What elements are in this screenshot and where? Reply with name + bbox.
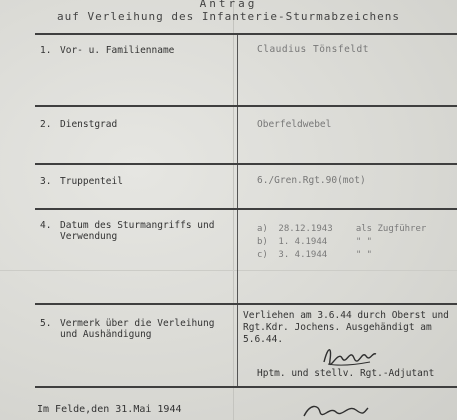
entry-date: 28.12.1943 <box>278 224 333 234</box>
field-label-name <box>40 45 174 56</box>
paper-fold-horizontal <box>0 270 457 271</box>
row-rule <box>35 163 457 165</box>
field-label-text: Datum des Sturmangriffs und <box>60 220 215 231</box>
field-number: 5. <box>40 318 52 329</box>
place-date: Im Felde,den 31.Mai 1944 <box>37 404 182 415</box>
field-value-name: Claudius Tönsfeldt <box>257 44 369 55</box>
signer-title: Hptm. und stellv. Rgt.-Adjutant <box>257 368 435 379</box>
entry-text: " " <box>355 237 373 247</box>
entry-text: als Zugführer <box>355 224 427 234</box>
entry-date: 3. 4.1944 <box>278 250 328 260</box>
remark-line: 5.6.44. <box>243 334 284 345</box>
field-number: 4. <box>40 220 52 231</box>
field-label-text: Truppenteil <box>60 176 123 187</box>
field-label-rank <box>40 119 117 130</box>
field-label-text: Verwendung <box>60 231 118 242</box>
row-rule <box>35 386 457 388</box>
entry-text: " " <box>355 250 373 260</box>
assault-entry <box>257 224 426 234</box>
entry-letter: b) <box>257 237 268 247</box>
row-rule <box>35 208 457 210</box>
row-rule <box>35 105 457 107</box>
field-label-text: und Aushändigung <box>60 329 152 340</box>
row-rule <box>35 303 457 305</box>
column-divider <box>237 33 238 388</box>
row-rule <box>35 33 457 35</box>
field-label-text: Vor- u. Familienname <box>60 45 175 56</box>
field-label-assault-date <box>40 220 214 242</box>
field-value-rank: Oberfeldwebel <box>257 119 332 130</box>
field-value-remark <box>243 310 449 346</box>
field-number: 3. <box>40 176 52 187</box>
assault-entry <box>257 237 372 247</box>
document-title: Antrag <box>199 0 258 10</box>
entry-letter: a) <box>257 224 268 234</box>
entry-date: 1. 4.1944 <box>278 237 328 247</box>
field-number: 2. <box>40 119 52 130</box>
paper-fold-vertical <box>233 0 234 420</box>
entry-letter: c) <box>257 250 268 260</box>
assault-entry <box>257 250 372 260</box>
field-label-remark <box>40 318 214 340</box>
signature-adjutant <box>318 342 378 370</box>
remark-line: Rgt.Kdr. Jochens. Ausgehändigt am <box>243 322 432 333</box>
field-value-unit: 6./Gren.Rgt.90(mot) <box>257 175 366 186</box>
document-subtitle: auf Verleihung des Infanterie-Sturmabzeichens <box>56 10 400 23</box>
field-label-text: Dienstgrad <box>60 119 118 130</box>
field-label-unit <box>40 176 123 187</box>
field-number: 1. <box>40 45 52 56</box>
signature-bottom <box>300 402 370 420</box>
remark-line: Verliehen am 3.6.44 durch Oberst und <box>243 310 449 321</box>
field-label-text: Vermerk über die Verleihung <box>60 318 215 329</box>
